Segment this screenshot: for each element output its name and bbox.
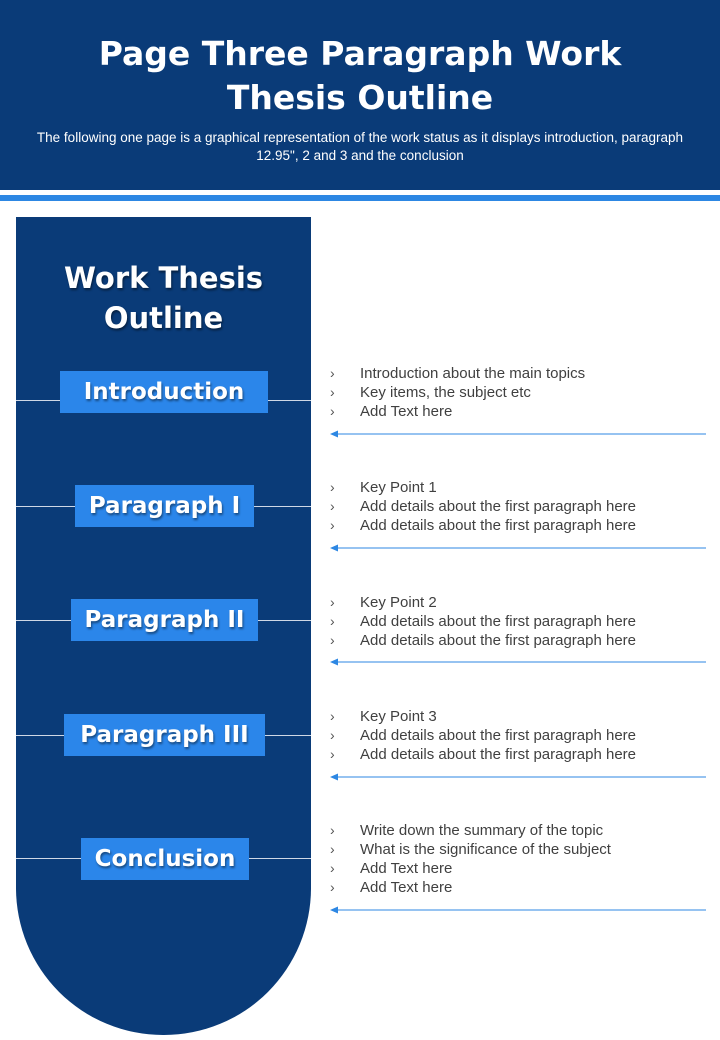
chevron-right-icon: › [330,479,335,495]
accent-stripe [0,195,720,201]
list-item [330,821,710,840]
bullet-text: Add details about the first paragraph here [360,632,637,649]
list-item [330,745,710,764]
panel-title: Work Thesis Outline [63,261,264,335]
arrow-left-icon [330,429,706,439]
chevron-right-icon: › [330,517,335,533]
list-item [330,840,710,859]
list-item [330,516,710,535]
list-item [330,383,710,402]
bullet-text: Add details about the first paragraph here [360,613,637,630]
arrow-left-icon [330,905,706,915]
bullet-text: Key Point 1 [360,479,437,496]
bullet-list-paragraph-2 [330,593,710,650]
bullet-text: What is the significance of the subject [360,841,611,858]
bullet-text: Add Text here [360,403,453,420]
chevron-right-icon: › [330,403,335,419]
chevron-right-icon: › [330,708,335,724]
arrow-left-icon [330,543,706,553]
bullet-text: Add details about the first paragraph here [360,517,637,534]
bullet-list-conclusion [330,821,710,897]
section-label-conclusion: Conclusion [81,838,249,880]
section-label-paragraph-1: Paragraph I [75,485,254,527]
arrow-left-icon [330,657,706,667]
bullet-text: Introduction about the main topics [360,365,586,382]
bullet-text: Write down the summary of the topic [360,822,604,839]
section-label-introduction: Introduction [60,371,268,413]
bullet-text: Key Point 3 [360,708,437,725]
chevron-right-icon: › [330,727,335,743]
header-banner [0,0,720,190]
list-item [330,612,710,631]
section-label-paragraph-3: Paragraph III [64,714,265,756]
list-item [330,707,710,726]
list-item [330,726,710,745]
chevron-right-icon: › [330,632,335,648]
list-item [330,593,710,612]
chevron-right-icon: › [330,384,335,400]
section-label-paragraph-2: Paragraph II [71,599,258,641]
bullet-list-introduction [330,364,710,421]
bullet-text: Add details about the first paragraph here [360,746,637,763]
chevron-right-icon: › [330,822,335,838]
list-item [330,364,710,383]
chevron-right-icon: › [330,613,335,629]
chevron-right-icon: › [330,594,335,610]
chevron-right-icon: › [330,498,335,514]
bullet-text: Key Point 2 [360,594,437,611]
list-item [330,631,710,650]
page-subtitle: The following one page is a graphical representation of the work status as it displays introduction, paragraph 12.95", 2 and 3 and the conclusion [36,130,684,163]
chevron-right-icon: › [330,365,335,381]
bullet-text: Add Text here [360,860,453,877]
page-title: Page Three Paragraph Work Thesis Outline [98,34,622,117]
arrow-left-icon [330,772,706,782]
bullet-text: Add Text here [360,879,453,896]
list-item [330,497,710,516]
bullet-text: Add details about the first paragraph here [360,498,637,515]
list-item [330,859,710,878]
chevron-right-icon: › [330,879,335,895]
chevron-right-icon: › [330,746,335,762]
bullet-text: Add details about the first paragraph here [360,727,637,744]
bullet-list-paragraph-1 [330,478,710,535]
list-item [330,402,710,421]
list-item [330,478,710,497]
list-item [330,878,710,897]
chevron-right-icon: › [330,860,335,876]
bullet-text: Key items, the subject etc [360,384,531,401]
chevron-right-icon: › [330,841,335,857]
bullet-list-paragraph-3 [330,707,710,764]
